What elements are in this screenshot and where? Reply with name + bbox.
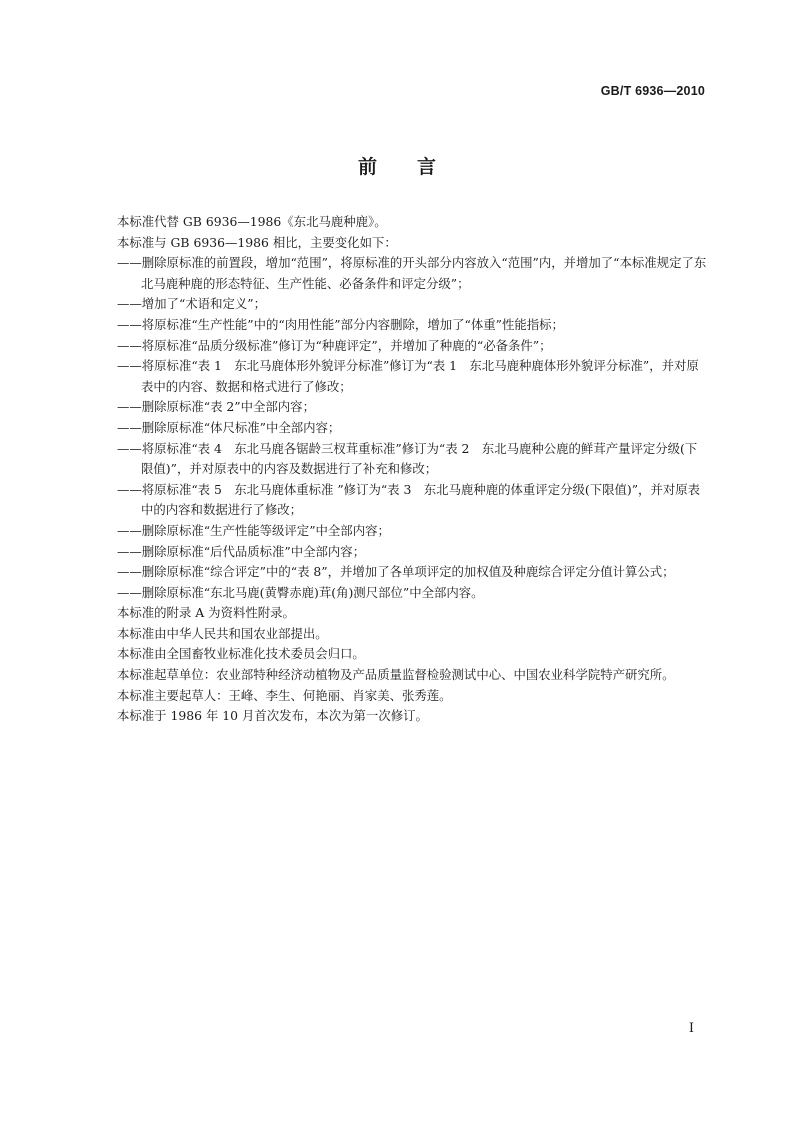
page-title: 前言 — [357, 156, 476, 178]
change-item: ——删除原标准“东北马鹿(黄臀赤鹿)茸(角)测尺部位”中全部内容。 — [117, 584, 484, 600]
change-item: ——增加了“术语和定义”； — [117, 296, 266, 312]
document-body — [93, 212, 709, 727]
standard-code: GB/T 6936—2010 — [600, 84, 705, 98]
paragraph: 本标准由全国畜牧业标准化技术委员会归口。 — [117, 646, 365, 662]
paragraph: 本标准主要起草人：王峰、李生、何艳丽、肖家美、张秀莲。 — [117, 687, 452, 703]
change-item: ——将原标准“表 1 东北马鹿体形外貌评分标准”修订为“表 1 东北马鹿种鹿体形外貌评分标准”，并对原表中的内容、数据和格式进行了修改； — [117, 358, 699, 394]
paragraph: 本标准代替 GB 6936—1986《东北马鹿种鹿》。 — [117, 214, 387, 229]
change-item: ——将原标准“生产性能”中的“肉用性能”部分内容删除，增加了“体重”性能指标； — [117, 316, 564, 332]
page-number: I — [688, 1021, 694, 1036]
change-item: ——将原标准“表 5 东北马鹿体重标准 ”修订为“表 3 东北马鹿种鹿的体重评定分级(下限值)”，并对原表中的内容和数据进行了修改； — [117, 481, 700, 518]
paragraph: 本标准与 GB 6936—1986 相比，主要变化如下： — [117, 234, 397, 250]
paragraph: 本标准起草单位：农业部特种经济动植物及产品质量监督检验测试中心、中国农业科学院特产研究所。 — [117, 667, 675, 683]
change-item: ——删除原标准的前置段，增加“范围”，将原标准的开头部分内容放入“范围”内，并增加了“本标准规定了东北马鹿种鹿的形态特征、生产性能、必备条件和评定分级”； — [117, 255, 707, 291]
change-item: ——将原标准“品质分级标准”修订为“种鹿评定”，并增加了种鹿的“必备条件”； — [117, 337, 552, 353]
paragraph: 本标准的附录 A 为资料性附录。 — [117, 605, 295, 621]
paragraph: 本标准由中华人民共和国农业部提出。 — [117, 625, 328, 641]
change-item: ——删除原标准“后代品质标准”中全部内容； — [117, 543, 366, 559]
change-item: ——删除原标准“综合评定”中的“表 8”，并增加了各单项评定的加权值及种鹿综合评定分值计算公式； — [117, 564, 675, 580]
change-item: ——将原标准“表 4 东北马鹿各锯龄三杈茸重标准”修订为“表 2 东北马鹿种公鹿的鲜茸产量评定分级(下限值)”，并对原表中的内容及数据进行了补充和修改； — [117, 440, 698, 477]
change-item: ——删除原标准“表 2”中全部内容； — [117, 399, 315, 415]
change-item: ——删除原标准“生产性能等级评定”中全部内容； — [117, 522, 390, 538]
paragraph: 本标准于 1986 年 10 月首次发布，本次为第一次修订。 — [117, 708, 428, 724]
change-item: ——删除原标准“体尺标准”中全部内容； — [117, 419, 341, 435]
